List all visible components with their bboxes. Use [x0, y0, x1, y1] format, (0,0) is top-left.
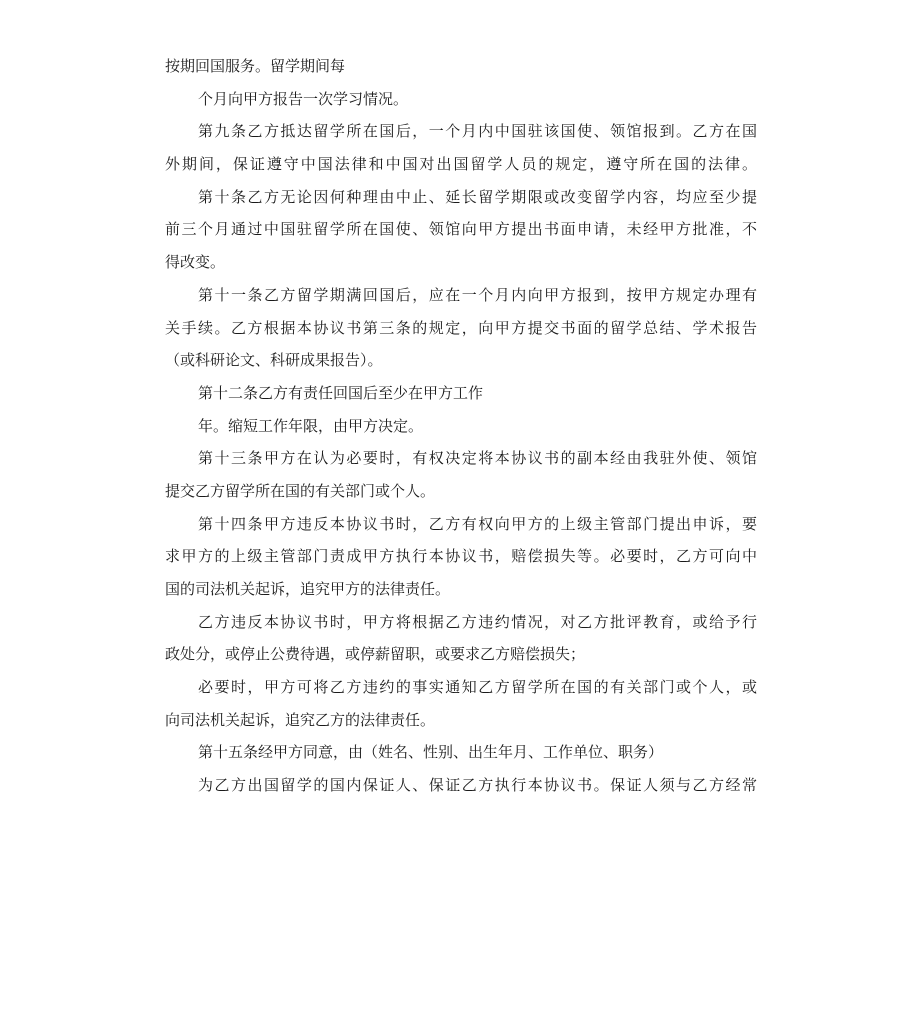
text-line: 个月向甲方报告一次学习情况。: [198, 89, 409, 108]
text-line: 求甲方的上级主管部门责成甲方执行本协议书，赔偿损失等。必要时，乙方可向中: [165, 547, 757, 566]
text-line: 乙方违反本协议书时，甲方将根据乙方违约情况，对乙方批评教育，或给予行: [198, 612, 757, 631]
text-line: 向司法机关起诉，追究乙方的法律责任。: [165, 710, 436, 729]
text-line: 得改变。: [165, 253, 226, 272]
text-line: 前三个月通过中国驻留学所在国使、领馆向甲方提出书面申请，未经甲方批准，不: [165, 220, 757, 239]
document-body: [165, 54, 757, 806]
text-line: 为乙方出国留学的国内保证人、保证乙方执行本协议书。保证人须与乙方经常: [198, 776, 757, 795]
text-line: 外期间，保证遵守中国法律和中国对出国留学人员的规定，遵守所在国的法律。: [165, 155, 757, 174]
text-line: 第十三条甲方在认为必要时，有权决定将本协议书的副本经由我驻外使、领馆: [198, 449, 757, 468]
text-line: 第十一条乙方留学期满回国后，应在一个月内向甲方报到，按甲方规定办理有: [198, 285, 757, 304]
text-line: 第十二条乙方有责任回国后至少在甲方工作: [198, 383, 484, 402]
text-line: 年。缩短工作年限，由甲方决定。: [198, 416, 424, 435]
text-line: 提交乙方留学所在国的有关部门或个人。: [165, 481, 436, 500]
text-line: 第九条乙方抵达留学所在国后，一个月内中国驻该国使、领馆报到。乙方在国: [198, 122, 757, 141]
text-line: 按期回国服务。留学期间每: [165, 57, 346, 75]
text-line: 第十四条甲方违反本协议书时，乙方有权向甲方的上级主管部门提出申诉，要: [198, 514, 757, 533]
text-line: 政处分，或停止公费待遇，或停薪留职，或要求乙方赔偿损失；: [165, 645, 586, 664]
text-line: 必要时，甲方可将乙方违约的事实通知乙方留学所在国的有关部门或个人，或: [198, 678, 757, 697]
text-line: 第十条乙方无论因何种理由中止、延长留学期限或改变留学内容，均应至少提: [198, 187, 757, 206]
text-line: 国的司法机关起诉，追究甲方的法律责任。: [165, 580, 451, 598]
text-line: 关手续。乙方根据本协议书第三条的规定，向甲方提交书面的留学总结、学术报告: [165, 318, 757, 337]
text-line: 第十五条经甲方同意，由（姓名、性别、出生年月、工作单位、职务）: [198, 743, 664, 762]
text-line: （或科研论文、科研成果报告）。: [165, 351, 383, 370]
